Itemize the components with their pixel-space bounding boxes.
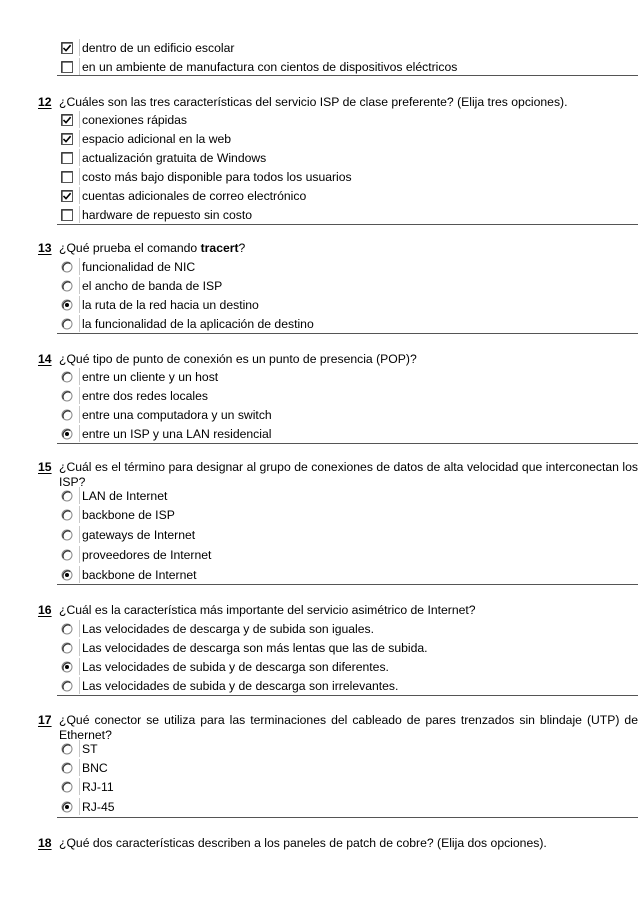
checkbox-checked-icon (61, 42, 73, 54)
option-divider (79, 39, 80, 56)
radio-button[interactable] (57, 657, 76, 676)
checkbox-option[interactable] (57, 38, 638, 57)
radio-selected-icon (61, 569, 73, 581)
radio-icon (61, 371, 73, 383)
option-divider (79, 677, 80, 694)
radio-button[interactable] (57, 276, 76, 295)
radio-option[interactable] (57, 424, 638, 443)
radio-button[interactable] (57, 257, 76, 276)
checkbox-icon (61, 209, 73, 221)
checkbox[interactable] (57, 167, 76, 186)
checkbox-option[interactable] (57, 167, 638, 186)
radio-selected-icon (61, 801, 73, 813)
checkbox[interactable] (57, 57, 76, 76)
option-divider (79, 506, 80, 523)
option-label: el ancho de banda de ISP (82, 278, 223, 293)
radio-icon (61, 390, 73, 402)
checkbox-icon (61, 61, 73, 73)
question-divider (57, 75, 638, 76)
option-label: Las velocidades de subida y de descarga son irrelevantes. (82, 678, 399, 693)
option-divider (79, 798, 80, 815)
option-label: entre una computadora y un switch (82, 407, 272, 422)
option-divider (79, 315, 80, 332)
radio-button[interactable] (57, 565, 76, 584)
checkbox[interactable] (57, 186, 76, 205)
option-label: Las velocidades de descarga son más lentas que las de subida. (82, 640, 428, 655)
radio-option[interactable] (57, 295, 638, 314)
option-divider (79, 778, 80, 795)
question-text: ¿Cuáles son las tres características del servicio ISP de clase preferente? (Elija tres opciones). (59, 95, 568, 109)
radio-option[interactable] (57, 638, 638, 657)
radio-icon (61, 623, 73, 635)
radio-icon (61, 280, 73, 292)
radio-icon (61, 318, 73, 330)
question-number: 15 (38, 460, 52, 474)
radio-button[interactable] (57, 505, 76, 524)
radio-option[interactable] (57, 276, 638, 295)
checkbox-icon (61, 152, 73, 164)
radio-icon (61, 680, 73, 692)
option-divider (79, 546, 80, 563)
option-label: la ruta de la red hacia un destino (82, 297, 259, 312)
question-divider (57, 695, 638, 696)
radio-option[interactable] (57, 565, 638, 584)
checkbox[interactable] (57, 148, 76, 167)
checkbox-checked-icon (61, 133, 73, 145)
option-divider (79, 277, 80, 294)
option-label: en un ambiente de manufactura con cientos de dispositivos eléctricos (82, 59, 458, 74)
option-label: conexiones rápidas (82, 112, 188, 127)
radio-option[interactable] (57, 739, 638, 758)
radio-option[interactable] (57, 505, 638, 524)
radio-option[interactable] (57, 797, 638, 816)
option-label: BNC (82, 760, 108, 775)
radio-button[interactable] (57, 525, 76, 544)
option-divider (79, 296, 80, 313)
checkbox[interactable] (57, 38, 76, 57)
radio-option[interactable] (57, 405, 638, 424)
option-divider (79, 130, 80, 147)
question-divider (57, 584, 638, 585)
option-divider (79, 639, 80, 656)
radio-icon (61, 409, 73, 421)
question-text: ¿Qué tipo de punto de conexión es un punto de presencia (POP)? (59, 352, 417, 366)
radio-button[interactable] (57, 638, 76, 657)
option-label: entre dos redes locales (82, 388, 209, 403)
option-label: Las velocidades de subida y de descarga son diferentes. (82, 659, 389, 674)
option-divider (79, 425, 80, 442)
radio-icon (61, 529, 73, 541)
question-number: 14 (38, 352, 52, 366)
checkbox-checked-icon (61, 114, 73, 126)
radio-icon (61, 549, 73, 561)
option-divider (79, 168, 80, 185)
radio-selected-icon (61, 661, 73, 673)
question-divider (57, 224, 638, 225)
checkbox[interactable] (57, 110, 76, 129)
checkbox-checked-icon (61, 190, 73, 202)
option-label: backbone de Internet (82, 567, 197, 582)
option-divider (79, 740, 80, 757)
radio-button[interactable] (57, 367, 76, 386)
option-label: cuentas adicionales de correo electrónico (82, 188, 307, 203)
command-name: tracert (200, 241, 239, 255)
radio-button[interactable] (57, 545, 76, 564)
question-number: 12 (38, 95, 52, 109)
option-label: backbone de ISP (82, 507, 175, 522)
radio-option[interactable] (57, 758, 638, 777)
option-divider (79, 258, 80, 275)
radio-button[interactable] (57, 424, 76, 443)
radio-button[interactable] (57, 739, 76, 758)
radio-icon (61, 490, 73, 502)
question-number: 13 (38, 241, 52, 255)
option-label: dentro de un edificio escolar (82, 40, 235, 55)
radio-icon (61, 261, 73, 273)
radio-option[interactable] (57, 619, 638, 638)
question-text: ¿Cuál es la característica más importante del servicio asimétrico de Internet? (59, 603, 476, 617)
radio-button[interactable] (57, 405, 76, 424)
option-label: gateways de Internet (82, 527, 196, 542)
radio-button[interactable] (57, 797, 76, 816)
checkbox-option[interactable] (57, 57, 638, 76)
radio-option[interactable] (57, 486, 638, 505)
radio-icon (61, 509, 73, 521)
question-text-part: ¿Qué prueba el comando (59, 241, 201, 255)
radio-icon (61, 781, 73, 793)
question-divider (57, 443, 638, 444)
option-label: la funcionalidad de la aplicación de destino (82, 316, 314, 331)
option-label: ST (82, 741, 98, 756)
option-label: RJ-45 (82, 799, 115, 814)
option-divider (79, 387, 80, 404)
radio-button[interactable] (57, 295, 76, 314)
question-text: ¿Qué conector se utiliza para las terminaciones del cableado de pares trenzados sin blindaje (UTP) de Ethernet? (59, 713, 638, 742)
checkbox-option[interactable] (57, 129, 638, 148)
checkbox[interactable] (57, 205, 76, 224)
radio-option[interactable] (57, 545, 638, 564)
question-text (59, 241, 245, 256)
option-label: funcionalidad de NIC (82, 259, 196, 274)
option-divider (79, 658, 80, 675)
option-label: costo más bajo disponible para todos los usuarios (82, 169, 352, 184)
question-text: ¿Cuál es el término para designar al grupo de conexiones de datos de alta velocidad que interconectan los ISP? (59, 460, 638, 489)
question-divider (57, 333, 638, 334)
option-label: LAN de Internet (82, 488, 168, 503)
radio-button[interactable] (57, 676, 76, 695)
checkbox[interactable] (57, 129, 76, 148)
question-number: 17 (38, 713, 52, 727)
radio-option[interactable] (57, 367, 638, 386)
option-divider (79, 187, 80, 204)
option-label: proveedores de Internet (82, 547, 212, 562)
option-divider (79, 487, 80, 504)
radio-button[interactable] (57, 619, 76, 638)
option-divider (79, 526, 80, 543)
radio-button[interactable] (57, 758, 76, 777)
radio-button[interactable] (57, 314, 76, 333)
radio-icon (61, 743, 73, 755)
checkbox-option[interactable] (57, 186, 638, 205)
question-text-part: ? (238, 241, 246, 255)
question-divider (57, 817, 638, 818)
option-divider (79, 368, 80, 385)
option-divider (79, 759, 80, 776)
radio-icon (61, 642, 73, 654)
radio-icon (61, 762, 73, 774)
checkbox-icon (61, 171, 73, 183)
option-label: entre un cliente y un host (82, 369, 219, 384)
option-label: espacio adicional en la web (82, 131, 232, 146)
option-label: RJ-11 (82, 779, 114, 794)
checkbox-option[interactable] (57, 110, 638, 129)
option-divider (79, 111, 80, 128)
radio-option[interactable] (57, 777, 638, 796)
option-divider (79, 406, 80, 423)
option-label: Las velocidades de descarga y de subida son iguales. (82, 621, 375, 636)
radio-option[interactable] (57, 257, 638, 276)
radio-button[interactable] (57, 386, 76, 405)
option-divider (79, 58, 80, 75)
radio-option[interactable] (57, 386, 638, 405)
radio-option[interactable] (57, 314, 638, 333)
radio-selected-icon (61, 428, 73, 440)
checkbox-option[interactable] (57, 148, 638, 167)
radio-option[interactable] (57, 525, 638, 544)
option-divider (79, 206, 80, 223)
checkbox-option[interactable] (57, 205, 638, 224)
question-number: 16 (38, 603, 52, 617)
option-label: actualización gratuita de Windows (82, 150, 267, 165)
radio-option[interactable] (57, 676, 638, 695)
question-number: 18 (38, 836, 52, 850)
option-divider (79, 620, 80, 637)
option-divider (79, 149, 80, 166)
radio-button[interactable] (57, 777, 76, 796)
option-divider (79, 566, 80, 583)
radio-button[interactable] (57, 486, 76, 505)
option-label: entre un ISP y una LAN residencial (82, 426, 272, 441)
question-text: ¿Qué dos características describen a los paneles de patch de cobre? (Elija dos opciones). (59, 836, 547, 850)
radio-selected-icon (61, 299, 73, 311)
radio-option[interactable] (57, 657, 638, 676)
option-label: hardware de repuesto sin costo (82, 207, 253, 222)
